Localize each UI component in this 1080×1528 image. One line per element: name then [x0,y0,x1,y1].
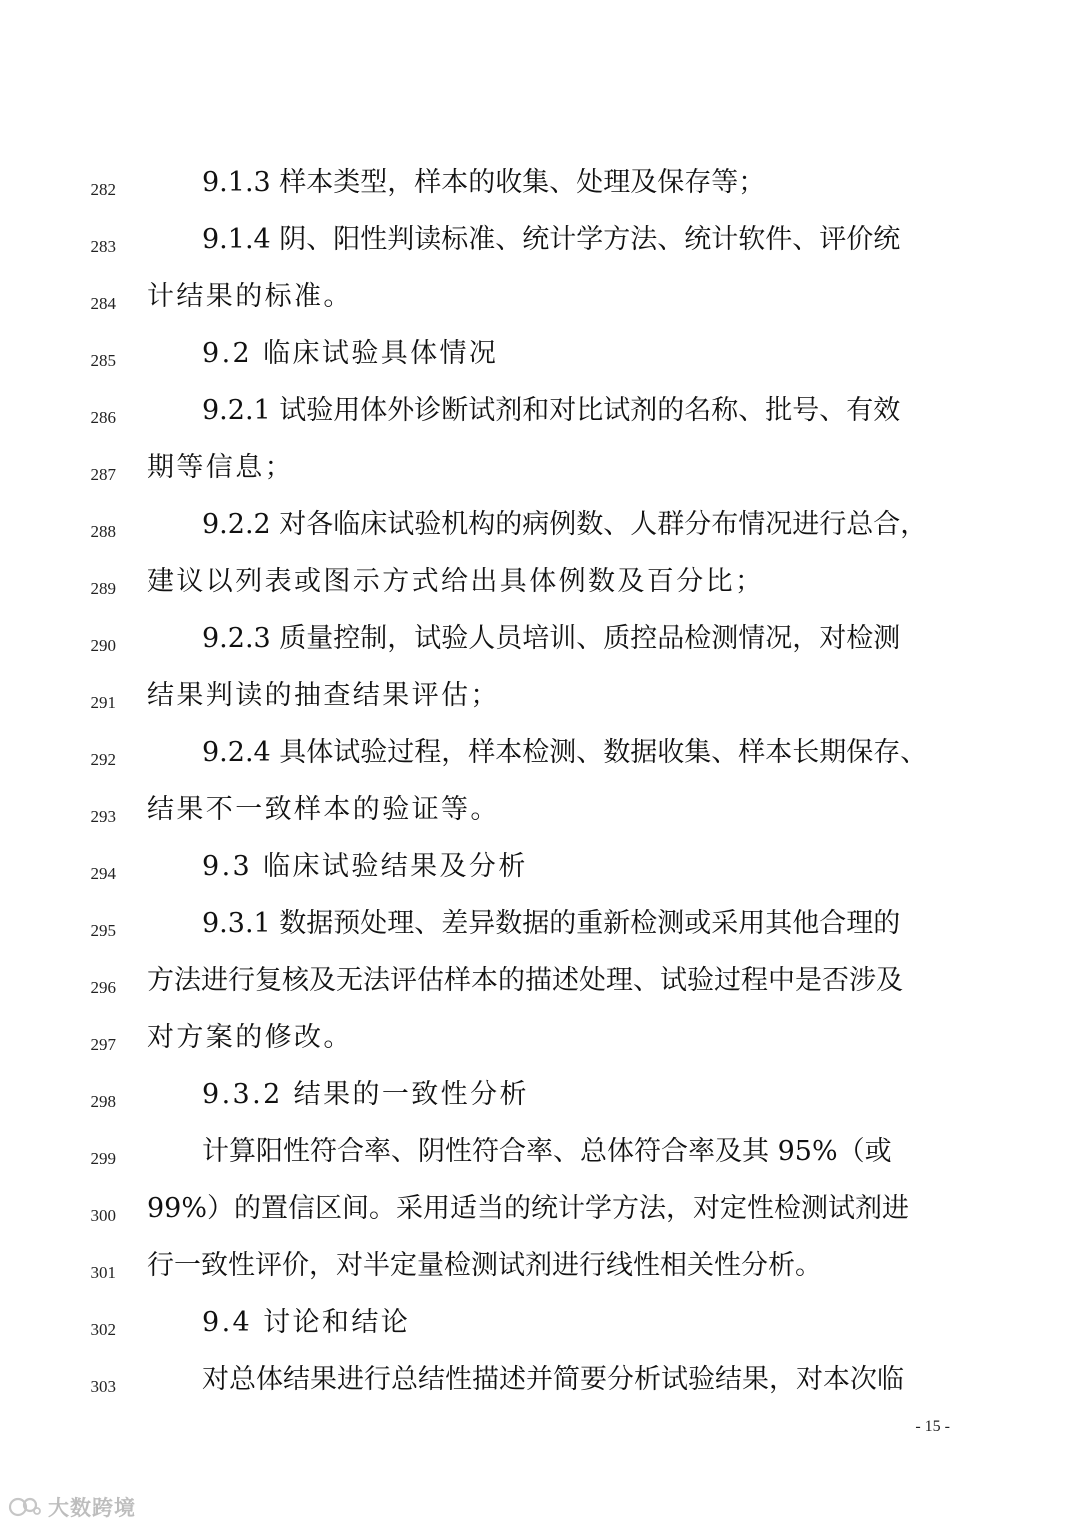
line-text: 9.1.4 阴、阳性判读标准、统计学方法、统计软件、评价统 [202,224,901,255]
section-heading: 9.2 临床试验具体情况 [202,338,499,369]
section-heading: 9.4 讨论和结论 [202,1307,411,1338]
text-line [0,671,1080,728]
line-text: 9.3.1 数据预处理、差异数据的重新检测或采用其他合理的 [202,908,901,939]
text-line [0,899,1080,956]
text-line [0,158,1080,215]
line-text: 建议以列表或图示方式给出具体例数及百分比； [147,566,765,597]
text-line [0,614,1080,671]
line-text: 期等信息； [147,452,294,483]
line-number: 300 [90,1206,116,1225]
text-line [0,785,1080,842]
line-number: 285 [90,351,116,370]
line-number: 303 [90,1377,116,1396]
watermark-text: 大数跨境 [48,1496,136,1520]
text-line [0,1298,1080,1355]
line-number: 286 [90,408,116,427]
line-number: 298 [90,1092,116,1111]
watermark-logo-icon [8,1494,42,1520]
text-line [0,1127,1080,1184]
line-number: 283 [90,237,116,256]
text-line [0,500,1080,557]
section-heading: 9.3.2 结果的一致性分析 [202,1079,529,1110]
line-number: 287 [90,465,116,484]
line-number: 299 [90,1149,116,1168]
line-number: 284 [90,294,116,313]
line-number: 295 [90,921,116,940]
line-text: 结果判读的抽查结果评估； [147,680,500,711]
line-text: 9.2.4 具体试验过程，样本检测、数据收集、样本长期保存、 [202,737,928,768]
line-text: 9.2.1 试验用体外诊断试剂和对比试剂的名称、批号、有效 [202,395,901,426]
text-line [0,1013,1080,1070]
line-text: 对方案的修改。 [147,1022,353,1053]
line-number: 288 [90,522,116,541]
text-line [0,329,1080,386]
line-text: 对总体结果进行总结性描述并简要分析试验结果，对本次临 [202,1364,904,1395]
line-text: 9.2.3 质量控制，试验人员培训、质控品检测情况，对检测 [202,623,901,654]
text-line [0,1184,1080,1241]
text-line [0,557,1080,614]
line-text: 99%）的置信区间。采用适当的统计学方法，对定性检测试剂进 [147,1193,910,1224]
text-line [0,443,1080,500]
text-line [0,1070,1080,1127]
text-line [0,728,1080,785]
text-line [0,272,1080,329]
text-line [0,215,1080,272]
line-number: 293 [90,807,116,826]
text-line [0,1241,1080,1298]
line-number: 291 [90,693,116,712]
line-number: 294 [90,864,116,883]
line-number: 297 [90,1035,116,1054]
text-line [0,956,1080,1013]
line-number: 290 [90,636,116,655]
line-number: 289 [90,579,116,598]
line-number: 296 [90,978,116,997]
line-text: 9.1.3 样本类型，样本的收集、处理及保存等； [202,167,766,198]
line-text: 计结果的标准。 [147,281,353,312]
text-line [0,842,1080,899]
line-number: 282 [90,180,116,199]
page-number: - 15 - [915,1418,950,1435]
line-number: 301 [90,1263,116,1282]
line-number: 292 [90,750,116,769]
line-text: 计算阳性符合率、阴性符合率、总体符合率及其 95%（或 [202,1136,892,1167]
line-text: 行一致性评价，对半定量检测试剂进行线性相关性分析。 [147,1250,822,1281]
section-heading: 9.3 临床试验结果及分析 [202,851,528,882]
line-text: 9.2.2 对各临床试验机构的病例数、人群分布情况进行总合， [202,509,928,540]
line-text: 结果不一致样本的验证等。 [147,794,500,825]
watermark [8,1492,136,1522]
line-text: 方法进行复核及无法评估样本的描述处理、试验过程中是否涉及 [147,965,903,996]
text-line [0,1355,1080,1412]
line-number: 302 [90,1320,116,1339]
text-line [0,386,1080,443]
